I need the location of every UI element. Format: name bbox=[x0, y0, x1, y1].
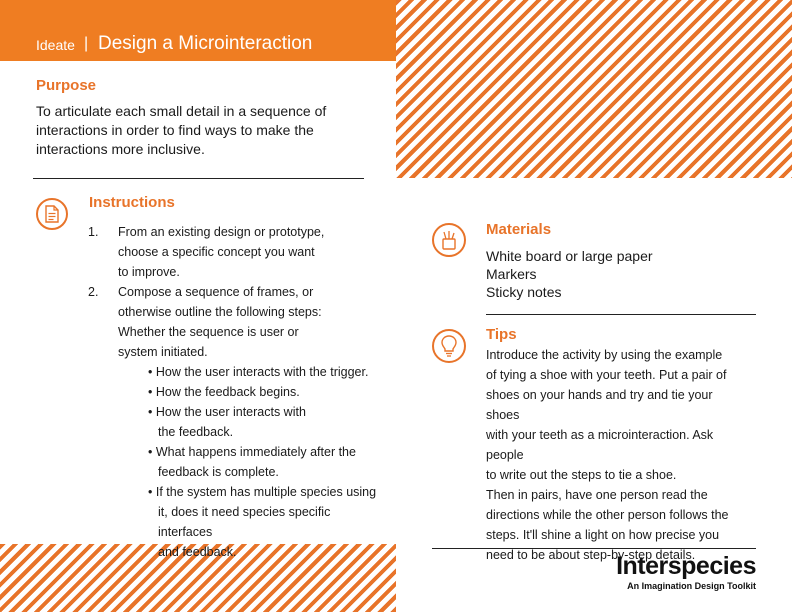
brand-name: Interspecies bbox=[616, 552, 756, 580]
bullet-line: feedback is complete. bbox=[158, 465, 279, 479]
bullet-line: it, does it need species specific interfaces bbox=[158, 505, 331, 539]
bullet-line: and feedback. bbox=[158, 545, 237, 559]
purpose-line: To articulate each small detail in a sequence of bbox=[36, 103, 327, 119]
purpose-line: interactions in order to find ways to make the bbox=[36, 122, 314, 138]
step-bullets bbox=[118, 362, 378, 562]
pencil-cup-icon bbox=[432, 223, 466, 257]
purpose-line: interactions more inclusive. bbox=[36, 141, 205, 157]
instructions-heading: Instructions bbox=[89, 194, 175, 211]
bullet-line: the feedback. bbox=[158, 425, 234, 439]
list-item: White board or large paper bbox=[486, 248, 653, 264]
list-item bbox=[88, 222, 378, 282]
step-line: to improve. bbox=[118, 265, 180, 279]
tips-text bbox=[486, 345, 746, 565]
list-item bbox=[88, 282, 378, 562]
materials-heading: Materials bbox=[486, 221, 552, 238]
stripe-pattern-top-right bbox=[396, 0, 792, 178]
brand-logo bbox=[616, 552, 756, 591]
bullet-item bbox=[118, 482, 378, 562]
page-title: Design a Microinteraction bbox=[98, 33, 313, 54]
section-label: Ideate bbox=[36, 37, 75, 53]
step-number: 2. bbox=[88, 285, 99, 299]
purpose-heading: Purpose bbox=[36, 77, 97, 94]
document-icon bbox=[36, 198, 68, 230]
brand-tagline: An Imagination Design Toolkit bbox=[627, 581, 756, 591]
step-line: system initiated. bbox=[118, 345, 208, 359]
divider-tips bbox=[432, 548, 756, 549]
tips-line: directions while the other person follows the bbox=[486, 508, 729, 522]
tips-line: shoes on your hands and try and tie your shoes bbox=[486, 388, 713, 422]
tips-line: Introduce the activity by using the example bbox=[486, 348, 723, 362]
tips-line: with your teeth as a microinteraction. Ask people bbox=[486, 428, 714, 462]
list-item: Sticky notes bbox=[486, 284, 562, 300]
list-item: Markers bbox=[486, 266, 537, 282]
bullet-item bbox=[118, 402, 378, 442]
step-number: 1. bbox=[88, 225, 99, 239]
header-bar bbox=[0, 0, 396, 61]
step-line: From an existing design or prototype, bbox=[118, 225, 325, 239]
bullet-item bbox=[118, 362, 378, 382]
purpose-text bbox=[36, 102, 356, 159]
tips-line: to write out the steps to tie a shoe. bbox=[486, 468, 677, 482]
tips-line: Then in pairs, have one person read the bbox=[486, 488, 708, 502]
step-line: otherwise outline the following steps: bbox=[118, 305, 322, 319]
bullet-line: • How the user interacts with the trigger. bbox=[148, 365, 369, 379]
instruction-steps bbox=[88, 222, 378, 562]
bullet-line: • What happens immediately after the bbox=[148, 445, 356, 459]
tips-line: steps. It'll shine a light on how precise you bbox=[486, 528, 720, 542]
materials-list bbox=[486, 247, 653, 301]
tips-line: need to be about step-by-step details. bbox=[486, 548, 696, 562]
header-separator: | bbox=[84, 35, 89, 52]
lightbulb-icon bbox=[432, 329, 466, 363]
divider-materials bbox=[486, 314, 756, 315]
step-line: Whether the sequence is user or bbox=[118, 325, 299, 339]
bullet-item bbox=[118, 442, 378, 482]
tips-line: of tying a shoe with your teeth. Put a pair of bbox=[486, 368, 727, 382]
bullet-item bbox=[118, 382, 378, 402]
bullet-line: • How the user interacts with bbox=[148, 405, 306, 419]
step-line: choose a specific concept you want bbox=[118, 245, 315, 259]
bullet-line: • How the feedback begins. bbox=[148, 385, 300, 399]
divider-purpose bbox=[33, 178, 364, 179]
step-line: Compose a sequence of frames, or bbox=[118, 285, 314, 299]
bullet-line: • If the system has multiple species using bbox=[148, 485, 377, 499]
tips-heading: Tips bbox=[486, 326, 517, 343]
